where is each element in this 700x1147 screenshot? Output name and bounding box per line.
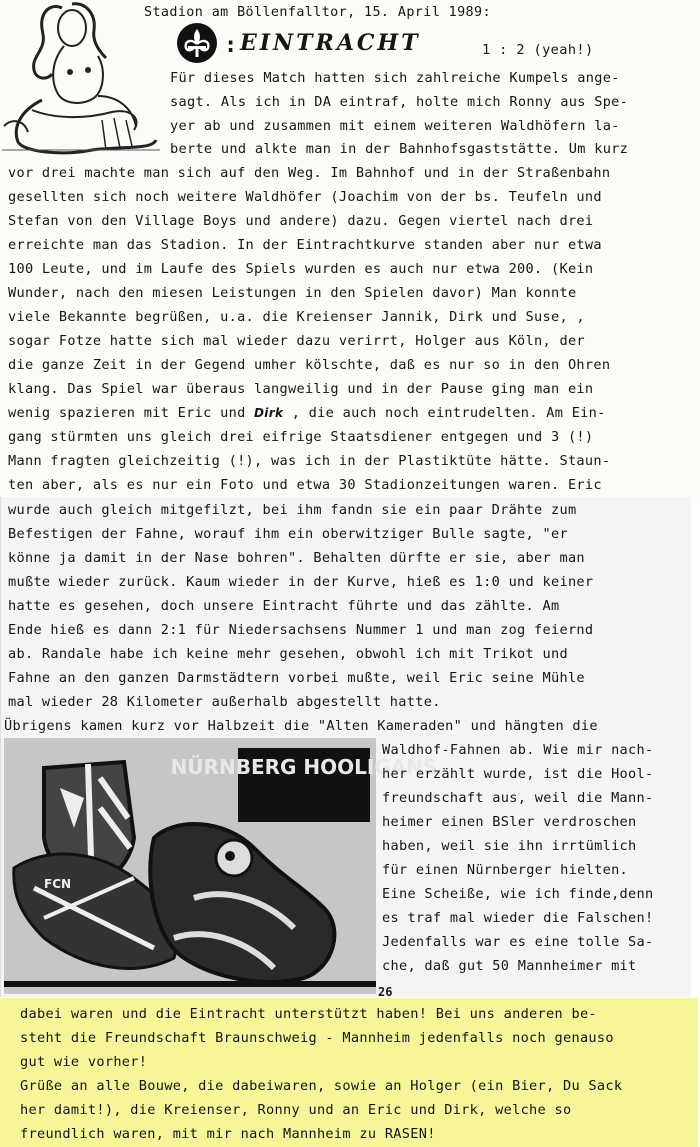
text-line: Für dieses Match hatten sich zahlreiche Kumpels ange-: [170, 70, 620, 86]
fleur-de-lis-crest-icon: [176, 22, 218, 64]
text-line: könne ja damit in der Nase bohren". Behalten dürfte er sie, aber man: [8, 550, 585, 566]
text-line: her damit!), die Kreienser, Ronny und an Eric und Dirk, welche so: [20, 1102, 572, 1118]
text-line: Mann fragten gleichzeitig (!), was ich in der Plastiktüte hätte. Staun-: [8, 453, 611, 469]
text-line: es traf mal wieder die Falschen!: [382, 910, 654, 926]
text-line: steht die Freundschaft Braunschweig - Mannheim jedenfalls noch genauso: [20, 1030, 614, 1046]
text-line: Waldhof-Fahnen ab. Wie mir nach-: [382, 742, 654, 758]
text-line: Übrigens kamen kurz vor Halbzeit die "Alten Kameraden" und hängten die: [4, 718, 598, 734]
text-line: freundschaft aus, weil die Mann-: [382, 790, 654, 806]
text-line: Eine Scheiße, wie ich finde,denn: [382, 886, 654, 902]
page-number: 26: [378, 985, 393, 999]
text-line: gut wie vorher!: [20, 1054, 148, 1070]
text-line: che, daß gut 50 Mannheimer mit: [382, 958, 637, 974]
text-line: Jedenfalls war es eine tolle Sa-: [382, 934, 654, 950]
text-line: freundlich waren, mit mir nach Mannheim zu RASEN!: [20, 1126, 436, 1142]
text-line: Wunder, nach den miesen Leistungen in den Spielen davor) Man konnte: [8, 285, 577, 301]
text-line: her erzählt wurde, ist die Hool-: [382, 766, 654, 782]
text-line: gesellten sich noch weitere Waldhöfer (Joachim von der bs. Teufeln und: [8, 189, 602, 205]
text-line: ten aber, als es nur ein Foto und etwa 30 Stadionzeitungen waren. Eric: [8, 477, 602, 493]
text-line: wurde auch gleich mitgefilzt, bei ihm fandn sie ein paar Drähte zum: [8, 502, 577, 518]
photo-caption-text: NÜRNBERG HOOLIGANS: [170, 755, 438, 779]
text-line: heimer einen BSler verdroschen: [382, 814, 637, 830]
text-line: hatte es gesehen, doch unsere Eintracht führte und das zählte. Am: [8, 598, 560, 614]
text-line: yer ab und zusammen mit einem weiteren Waldhöfern la-: [170, 118, 620, 134]
text-line: berte und alkte man in der Bahnhofsgaststätte. Um kurz: [170, 141, 629, 157]
handwritten-dirk: Dirk: [254, 406, 284, 420]
text-line: Stefan von den Village Boys und andere) dazu. Gegen viertel nach drei: [8, 213, 594, 229]
text-line: sagt. Als ich in DA eintraf, holte mich Ronny aus Spe-: [170, 94, 629, 110]
text-line: 100 Leute, und im Laufe des Spiels wurden es auch nur etwa 200. (Kein: [8, 261, 594, 277]
text-line: mußte wieder zurück. Kaum wieder in der Kurve, hieß es 1:0 und keiner: [8, 574, 594, 590]
text-line: viele Bekannte begrüßen, u.a. die Kreienser Jannik, Dirk und Suse, ,: [8, 309, 585, 325]
text-span: wenig spazieren mit Eric und: [8, 405, 246, 421]
text-line: Fahne an den ganzen Darmstädtern vorbei mußte, weil Eric seine Mühle: [8, 670, 585, 686]
text-line: mal wieder 28 Kilometer außerhalb abgestellt hatte.: [8, 694, 441, 710]
text-line: klang. Das Spiel war überaus langweilig und in der Pause ging man ein: [8, 381, 594, 397]
match-score: 1 : 2 (yeah!): [482, 42, 594, 58]
text-line: für einen Nürnberger hielten.: [382, 862, 629, 878]
fcn-label-text: FCN: [44, 877, 72, 891]
text-line: die ganze Zeit in der Gegend umher kölschte, daß es nur so in den Ohren: [8, 357, 611, 373]
text-line: vor drei machte man sich auf den Weg. Im Bahnhof und in der Straßenbahn: [8, 165, 611, 181]
title-colon: :: [224, 33, 238, 58]
text-line: ab. Randale habe ich keine mehr gesehen, obwohl ich mit Trikot und: [8, 646, 568, 662]
text-line: haben, weil sie ihn irrtümlich: [382, 838, 637, 854]
text-line: gang stürmten uns gleich drei eifrige Staatsdiener entgegen und 3 (!): [8, 429, 594, 445]
text-line: sogar Fotze hatte sich mal wieder dazu verirrt, Holger aus Köln, der: [8, 333, 585, 349]
text-line: erreichte man das Stadion. In der Eintrachtkurve standen aber nur etwa: [8, 237, 602, 253]
text-line: dabei waren und die Eintracht unterstützt haben! Bei uns anderen be-: [20, 1006, 597, 1022]
match-header: Stadion am Böllenfalltor, 15. April 1989:: [144, 5, 491, 20]
text-line: Ende hieß es dann 2:1 für Niedersachsens Nummer 1 und man zog feiernd: [8, 622, 594, 638]
text-line: [8, 403, 606, 423]
text-line: Grüße an alle Bouwe, die dabeiwaren, sowie an Holger (ein Bier, Du Sack: [20, 1078, 623, 1094]
woman-illustration: [2, 0, 160, 160]
eintracht-title: EINTRACHT: [240, 30, 421, 56]
text-span: , die auch noch eintrudelten. Am Ein-: [291, 405, 606, 421]
text-line: Befestigen der Fahne, worauf ihm ein oberwitziger Bulle sagte, "er: [8, 526, 568, 542]
